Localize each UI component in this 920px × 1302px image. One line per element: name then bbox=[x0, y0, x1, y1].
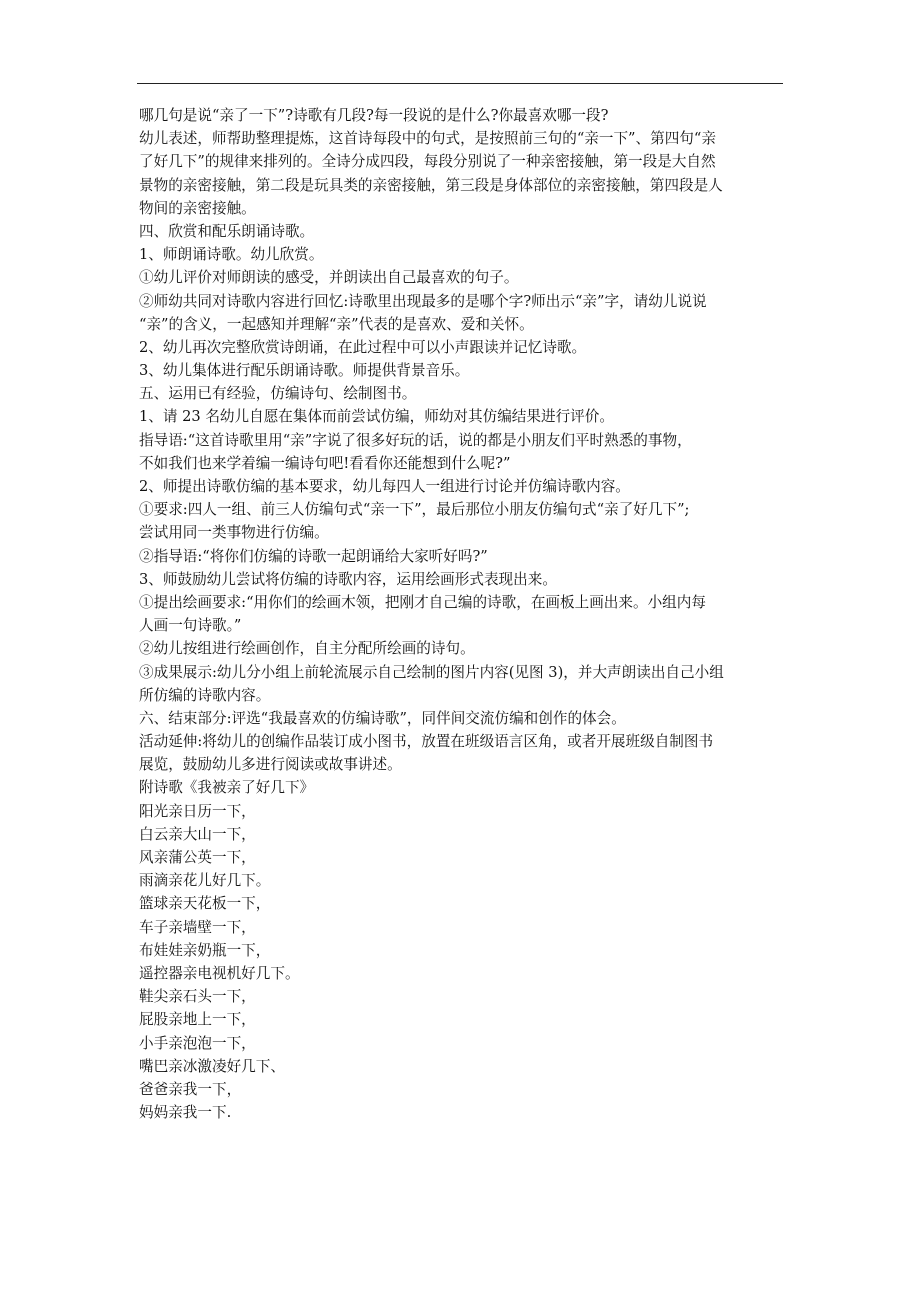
text-line: 人画一句诗歌。” bbox=[139, 617, 242, 635]
text-line: 2、师提出诗歌仿编的基本要求，幼儿每四人一组进行讨论并仿编诗歌内容。 bbox=[139, 478, 630, 495]
text-line: ①提出绘画要求:“用你们的绘画木领，把刚才自己编的诗歌，在画板上画出来。小组内每 bbox=[139, 593, 706, 611]
text-line: 遥控器亲电视机好几下。 bbox=[139, 964, 300, 982]
text-line: ①幼儿评价对师朗读的感受，并朗读出自己最喜欢的句子。 bbox=[139, 269, 519, 287]
text-line: 不如我们也来学着编一编诗句吧!看看你还能想到什么呢?” bbox=[139, 454, 511, 472]
text-line: 3、幼儿集体进行配乐朗诵诗歌。师提供背景音乐。 bbox=[139, 362, 470, 380]
text-line: “亲”的含义，一起感知并理解“亲”代表的是喜欢、爱和关怀。 bbox=[139, 315, 534, 333]
text-line: 展览，鼓励幼儿多进行阅读或故事讲述。 bbox=[139, 756, 402, 774]
text-line: 幼儿表述，师帮助整理提炼，这首诗每段中的句式，是按照前三句的“亲一下”、第四句“亲 bbox=[139, 130, 716, 148]
text-line: 景物的亲密接触，第二段是玩具类的亲密接触，第三段是身体部位的亲密接触，第四段是人 bbox=[139, 176, 723, 194]
text-line: 五、运用已有经验，仿编诗句、绘制图书。 bbox=[139, 385, 417, 403]
text-line: 车子亲墙壁一下， bbox=[139, 918, 256, 936]
text-line: 六、结束部分:评选“我最喜欢的仿编诗歌”，同伴间交流仿编和创作的体会。 bbox=[139, 709, 626, 727]
text-line: ①要求:四人一组、前三人仿编句式“亲一下”，最后那位小朋友仿编句式“亲了好几下”; bbox=[139, 501, 690, 519]
text-line: 妈妈亲我一下. bbox=[139, 1104, 232, 1122]
text-line: 1、师朗诵诗歌。幼儿欣赏。 bbox=[139, 246, 324, 264]
text-line: ③成果展示:幼儿分小组上前轮流展示自己绘制的图片内容(见图 3)，并大声朗读出自己小组 bbox=[139, 663, 724, 681]
text-line: 2、幼儿再次完整欣赏诗朗诵，在此过程中可以小声跟读并记忆诗歌。 bbox=[139, 338, 587, 356]
text-line: 活动延伸:将幼儿的创编作品装订成小图书，放置在班级语言区角，或者开展班级自制图书 bbox=[139, 733, 714, 751]
text-line: 1、请 23 名幼儿自愿在集体而前尝试仿编，师幼对其仿编结果进行评价。 bbox=[139, 408, 614, 426]
document-body bbox=[139, 104, 783, 1124]
text-line: 雨滴亲花儿好几下。 bbox=[139, 872, 271, 890]
text-line: 四、欣赏和配乐朗诵诗歌。 bbox=[139, 222, 315, 240]
text-line: 屁股亲地上一下， bbox=[139, 1011, 256, 1029]
text-line: 所仿编的诗歌内容。 bbox=[139, 686, 271, 704]
text-line: 篮球亲天花板一下， bbox=[139, 895, 271, 913]
text-line: 指导语:“这首诗歌里用“亲”字说了很多好玩的话，说的都是小朋友们平时熟悉的事物， bbox=[139, 431, 692, 449]
text-line: ②师幼共同对诗歌内容进行回忆:诗歌里出现最多的是哪个字?师出示“亲”字，请幼儿说说 bbox=[139, 292, 707, 310]
header-rule bbox=[137, 83, 783, 84]
text-line: 了好几下”的规律来排列的。全诗分成四段，每段分别说了一种亲密接触，第一段是大自然 bbox=[139, 153, 716, 171]
text-line: 附诗歌《我被亲了好几下》 bbox=[139, 779, 315, 797]
text-line: 爸爸亲我一下， bbox=[139, 1080, 242, 1098]
text-line: 阳光亲日历一下， bbox=[139, 802, 256, 820]
text-line: ②幼儿按组进行绘画创作，自主分配所绘画的诗句。 bbox=[139, 640, 475, 658]
text-line: 风亲蒲公英一下， bbox=[139, 849, 256, 866]
text-line: 嘴巴亲冰激凌好几下、 bbox=[139, 1057, 285, 1075]
text-line: 布娃娃亲奶瓶一下， bbox=[139, 941, 271, 959]
text-line: 鞋尖亲石头一下， bbox=[139, 988, 256, 1006]
text-line: 物间的亲密接触。 bbox=[139, 199, 256, 217]
text-line: 3、师鼓励幼儿尝试将仿编的诗歌内容，运用绘画形式表现出来。 bbox=[139, 570, 557, 588]
text-line: ②指导语:“将你们仿编的诗歌一起朗诵给大家听好吗?” bbox=[139, 547, 488, 565]
text-line: 尝试用同一类事物进行仿编。 bbox=[139, 524, 329, 542]
text-line: 小手亲泡泡一下， bbox=[139, 1034, 256, 1052]
text-line: 白云亲大山一下， bbox=[139, 825, 256, 843]
text-line: 哪几句是说“亲了一下”?诗歌有几段?每一段说的是什么?你最喜欢哪一段? bbox=[139, 107, 609, 124]
